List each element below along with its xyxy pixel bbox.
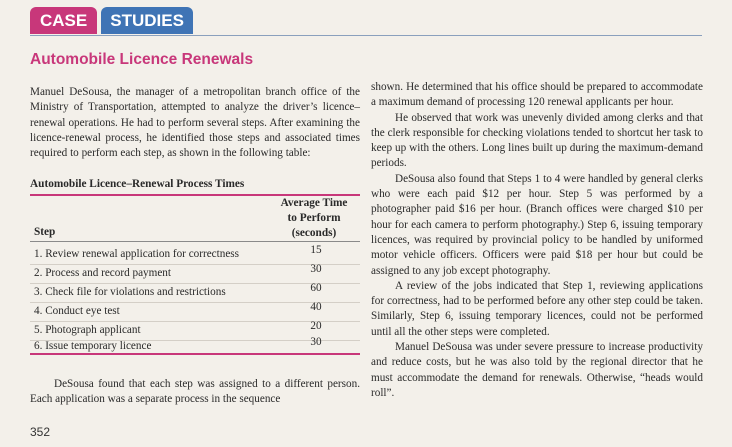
studies-tab: STUDIES — [101, 7, 193, 34]
paragraph: He observed that work was unevenly divided among clerks and that the clerk responsible for checking violations tended to shortcut her task to keep up with the others. Long lines built up during the maximum-demand periods. — [371, 111, 703, 170]
table-row — [34, 244, 358, 264]
step-cell: 3. Check file for violations and restrictions — [34, 286, 226, 298]
step-cell: 4. Conduct eye test — [34, 305, 120, 317]
table-row — [34, 301, 358, 321]
paragraph: DeSousa also found that Steps 1 to 4 were handled by general clerks who were each paid $12 per hour. Step 5 was performed by a photographer paid $16 per hour. (Branch offices were charged $10 per hour for each camera to perform photography.) Step 6, issuing temporary licences, was required by provincial policy to be handled by uniformed motor vehicle officers. Officers were paid $18 per hour but could be assigned to any job except photography. — [371, 172, 703, 277]
paragraph: shown. He determined that his office should be prepared to accommodate a maximum demand of processing 120 renewal applicants per hour. — [371, 81, 703, 109]
step-cell: 6. Issue temporary licence — [34, 340, 152, 352]
paragraph: A review of the jobs indicated that Step 1, reviewing applications for correctness, had to be performed before any other step could be taken. Similarly, Step 6, issuing temporary licences, could not be performed until all the other steps were completed. — [371, 279, 703, 338]
step-column-header: Step — [34, 226, 56, 238]
section-header — [30, 7, 193, 34]
table-row — [34, 282, 358, 302]
time-column-header — [270, 196, 358, 241]
case-title: Automobile Licence Renewals — [30, 51, 254, 68]
time-cell: 40 — [310, 301, 322, 313]
intro-paragraph: Manuel DeSousa, the manager of a metropolitan branch office of the Ministry of Transportation, attempted to analyze the driver’s licence–renewal operations. He had to perform several steps. After examining the licence-renewal process, he identified those steps and associated times required to perform each step, as shown in the following table: — [30, 86, 360, 160]
time-header-line: (seconds) — [291, 227, 337, 239]
time-cell: 60 — [310, 282, 322, 294]
header-divider — [30, 35, 702, 36]
table-row — [34, 263, 358, 283]
step-cell: 2. Process and record payment — [34, 267, 172, 279]
table-row — [34, 336, 358, 353]
time-cell: 20 — [310, 320, 322, 332]
table-header-rule — [30, 241, 360, 242]
intro-column — [30, 85, 360, 161]
table-bottom-rule — [30, 353, 360, 355]
time-cell: 30 — [310, 336, 322, 348]
table-title: Automobile Licence–Renewal Process Times — [30, 178, 245, 190]
left-bottom-column — [30, 377, 360, 408]
paragraph: Manuel DeSousa was under severe pressure to increase productivity and reduce costs, but he was also told by the regional director that he must accommodate the demand for renewals. Otherwise, “heads would roll”. — [371, 341, 703, 399]
time-cell: 15 — [310, 244, 322, 256]
case-tab: CASE — [30, 7, 97, 34]
step-cell: 1. Review renewal application for correctness — [34, 248, 240, 260]
time-header-line: to Perform — [287, 212, 341, 224]
time-header-line: Average Time — [280, 197, 348, 209]
right-column — [371, 80, 703, 401]
page-number: 352 — [30, 425, 51, 439]
time-cell: 30 — [310, 263, 322, 275]
step-cell: 5. Photograph applicant — [34, 324, 141, 336]
paragraph: DeSousa found that each step was assigned to a different person. Each application was a separate process in the sequence — [30, 378, 360, 406]
